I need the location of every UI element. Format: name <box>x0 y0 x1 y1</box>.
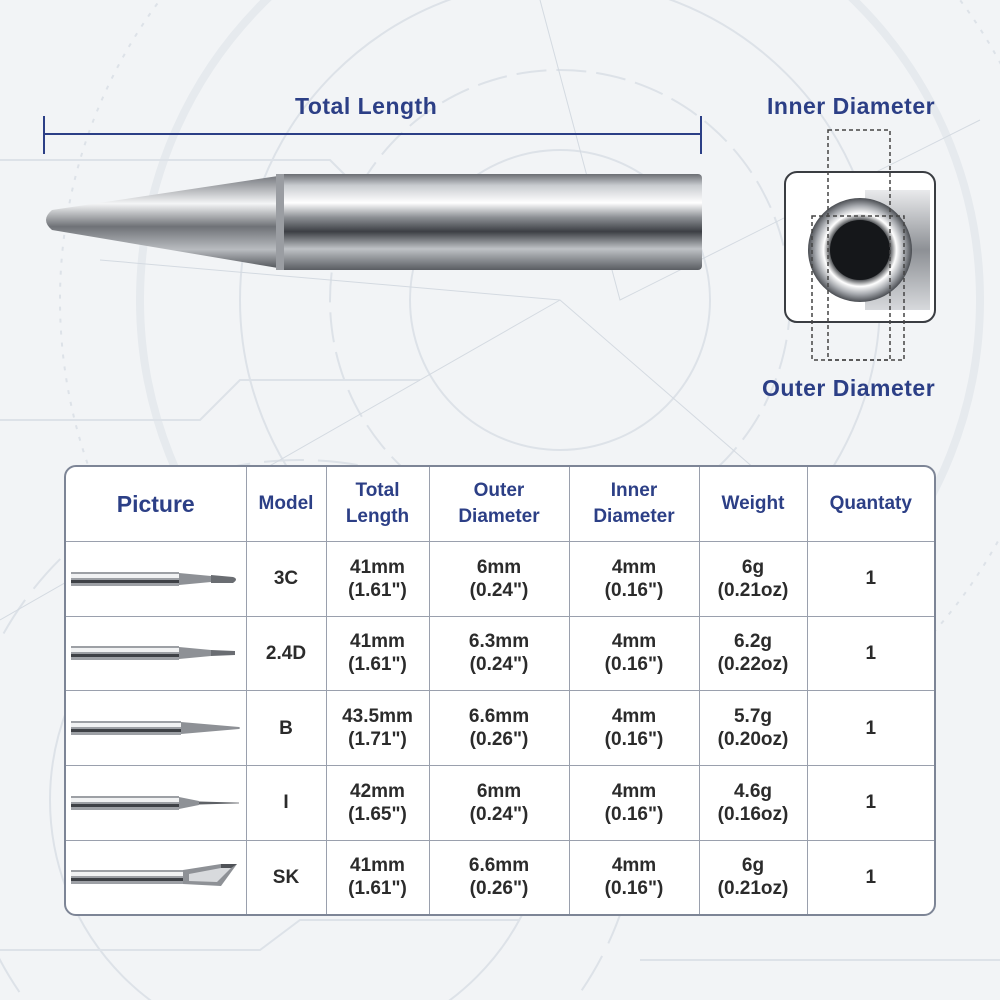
outer-diameter-cell: 6.6mm (0.26") <box>429 691 569 766</box>
tip-picture-sk <box>66 840 246 914</box>
model-cell: SK <box>246 840 326 914</box>
inner-diameter-cell: 4mm (0.16") <box>569 542 699 617</box>
dimension-line <box>44 116 701 154</box>
quantity-cell: 1 <box>807 542 934 617</box>
table-header-row <box>66 467 934 542</box>
table-row <box>66 616 934 691</box>
length-cell: 42mm (1.65") <box>326 765 429 840</box>
quantity-cell: 1 <box>807 765 934 840</box>
model-cell: 2.4D <box>246 616 326 691</box>
model-cell: 3C <box>246 542 326 617</box>
outer-diameter-cell: 6.3mm (0.24") <box>429 616 569 691</box>
outer-diameter-cell: 6mm (0.24") <box>429 765 569 840</box>
header-inner-diameter: Inner Diameter <box>569 467 699 542</box>
inner-diameter-cell: 4mm (0.16") <box>569 840 699 914</box>
table-row <box>66 765 934 840</box>
header-total-length: Total Length <box>326 467 429 542</box>
length-cell: 41mm (1.61") <box>326 840 429 914</box>
quantity-cell: 1 <box>807 616 934 691</box>
model-cell: B <box>246 691 326 766</box>
header-weight: Weight <box>699 467 807 542</box>
end-view-illustration <box>770 120 970 370</box>
outer-diameter-cell: 6mm (0.24") <box>429 542 569 617</box>
table-row <box>66 691 934 766</box>
outer-diameter-label: Outer Diameter <box>762 375 936 401</box>
soldering-tip-illustration <box>0 100 760 300</box>
table-row <box>66 840 934 914</box>
quantity-cell: 1 <box>807 840 934 914</box>
inner-diameter-cell: 4mm (0.16") <box>569 691 699 766</box>
weight-cell: 4.6g (0.16oz) <box>699 765 807 840</box>
tip-picture-2-4d <box>66 616 246 691</box>
weight-cell: 5.7g (0.20oz) <box>699 691 807 766</box>
length-cell: 41mm (1.61") <box>326 542 429 617</box>
tip-picture-3c <box>66 542 246 617</box>
header-model: Model <box>246 467 326 542</box>
length-cell: 41mm (1.61") <box>326 616 429 691</box>
length-cell: 43.5mm (1.71") <box>326 691 429 766</box>
header-picture: Picture <box>116 491 195 517</box>
inner-diameter-cell: 4mm (0.16") <box>569 616 699 691</box>
tip-picture-b <box>66 691 246 766</box>
quantity-cell: 1 <box>807 691 934 766</box>
inner-diameter-label: Inner Diameter <box>767 93 936 119</box>
weight-cell: 6g (0.21oz) <box>699 542 807 617</box>
table-row <box>66 542 934 617</box>
header-quantity: Quantaty <box>807 467 934 542</box>
outer-diameter-cell: 6.6mm (0.26") <box>429 840 569 914</box>
inner-diameter-cell: 4mm (0.16") <box>569 765 699 840</box>
header-outer-diameter: Outer Diameter <box>429 467 569 542</box>
model-cell: I <box>246 765 326 840</box>
tip-picture-i <box>66 765 246 840</box>
weight-cell: 6g (0.21oz) <box>699 840 807 914</box>
weight-cell: 6.2g (0.22oz) <box>699 616 807 691</box>
total-length-label: Total Length <box>295 93 438 119</box>
spec-table <box>64 465 936 916</box>
